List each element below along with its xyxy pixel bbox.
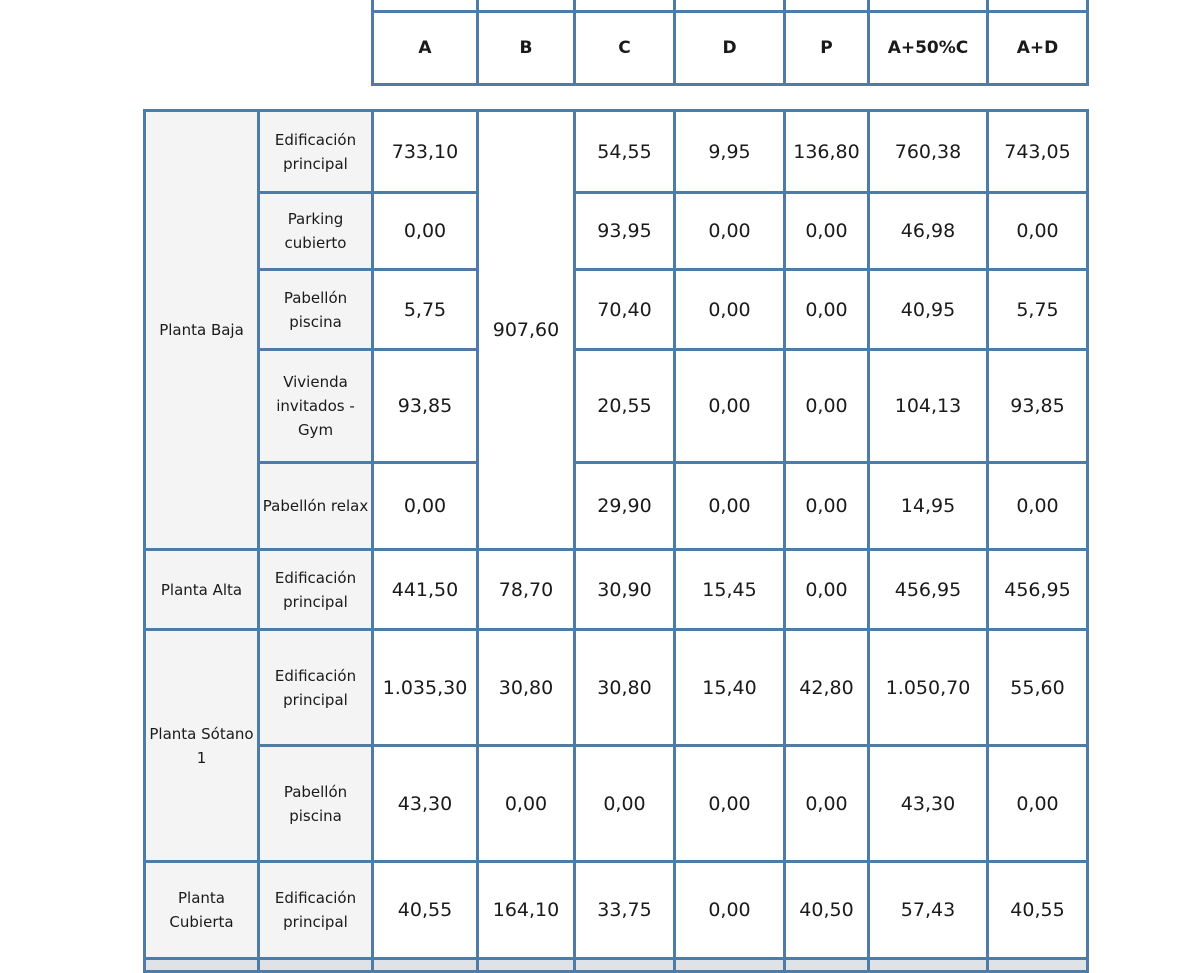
building-cell: Edificación principal <box>259 862 373 959</box>
value-cell-d: 0,00 <box>675 193 785 270</box>
floor-group-cell: Planta Cubierta <box>145 862 259 959</box>
column-header-a-plus-50c: A+50%C <box>869 12 988 85</box>
column-header-table <box>371 0 1089 86</box>
value-cell-a-plus-d: 93,85 <box>988 350 1088 463</box>
value-cell-b: 78,70 <box>478 550 575 630</box>
partial-cell <box>675 959 785 972</box>
value-cell-c: 0,00 <box>575 746 675 862</box>
partial-cell <box>869 959 988 972</box>
value-cell-a-plus-d: 0,00 <box>988 746 1088 862</box>
partial-cell <box>575 959 675 972</box>
value-cell-p: 42,80 <box>785 630 869 746</box>
value-cell-a-plus-50c: 1.050,70 <box>869 630 988 746</box>
value-cell-a: 0,00 <box>373 463 478 550</box>
header-spacer-cell <box>869 0 988 12</box>
value-cell-a: 441,50 <box>373 550 478 630</box>
value-cell-d: 0,00 <box>675 350 785 463</box>
value-cell-c: 70,40 <box>575 270 675 350</box>
value-cell-a-plus-d: 0,00 <box>988 463 1088 550</box>
value-cell-a-plus-d: 5,75 <box>988 270 1088 350</box>
floor-group-cell: Planta Alta <box>145 550 259 630</box>
value-cell-d: 15,40 <box>675 630 785 746</box>
value-cell-d: 9,95 <box>675 111 785 193</box>
value-cell-c: 54,55 <box>575 111 675 193</box>
value-cell-p: 0,00 <box>785 463 869 550</box>
value-cell-b: 30,80 <box>478 630 575 746</box>
building-cell: Pabellón relax <box>259 463 373 550</box>
value-cell-p: 136,80 <box>785 111 869 193</box>
value-cell-a-plus-50c: 40,95 <box>869 270 988 350</box>
header-spacer-cell <box>373 0 478 12</box>
value-cell-d: 0,00 <box>675 270 785 350</box>
table-row <box>145 270 1088 350</box>
value-cell-p: 0,00 <box>785 350 869 463</box>
value-cell-p: 0,00 <box>785 270 869 350</box>
partial-cell <box>259 959 373 972</box>
value-cell-d: 0,00 <box>675 463 785 550</box>
value-cell-a-plus-50c: 760,38 <box>869 111 988 193</box>
table-row <box>145 746 1088 862</box>
table-row <box>145 350 1088 463</box>
value-cell-a: 5,75 <box>373 270 478 350</box>
column-header-row <box>373 12 1088 85</box>
table-row <box>145 463 1088 550</box>
header-spacer-cell <box>675 0 785 12</box>
value-cell-c: 30,80 <box>575 630 675 746</box>
value-cell-a-plus-50c: 104,13 <box>869 350 988 463</box>
header-spacer-cell <box>988 0 1088 12</box>
value-cell-b-merged: 907,60 <box>478 111 575 550</box>
value-cell-a: 0,00 <box>373 193 478 270</box>
value-cell-p: 40,50 <box>785 862 869 959</box>
value-cell-a-plus-d: 55,60 <box>988 630 1088 746</box>
value-cell-a-plus-d: 743,05 <box>988 111 1088 193</box>
building-cell: Edificación principal <box>259 550 373 630</box>
value-cell-d: 0,00 <box>675 862 785 959</box>
value-cell-a: 93,85 <box>373 350 478 463</box>
column-header-b: B <box>478 12 575 85</box>
value-cell-a-plus-d: 456,95 <box>988 550 1088 630</box>
table-row <box>145 193 1088 270</box>
value-cell-a-plus-50c: 46,98 <box>869 193 988 270</box>
building-cell: Edificación principal <box>259 111 373 193</box>
value-cell-b: 164,10 <box>478 862 575 959</box>
floor-group-cell: Planta Baja <box>145 111 259 550</box>
value-cell-a: 733,10 <box>373 111 478 193</box>
value-cell-b: 0,00 <box>478 746 575 862</box>
table-row <box>145 862 1088 959</box>
header-spacer-row <box>373 0 1088 12</box>
column-header-p: P <box>785 12 869 85</box>
value-cell-a: 40,55 <box>373 862 478 959</box>
building-cell: Edificación principal <box>259 630 373 746</box>
building-cell: Vivienda invitados - Gym <box>259 350 373 463</box>
value-cell-c: 93,95 <box>575 193 675 270</box>
value-cell-a-plus-50c: 57,43 <box>869 862 988 959</box>
value-cell-a-plus-d: 0,00 <box>988 193 1088 270</box>
table-row <box>145 111 1088 193</box>
column-header-a-plus-d: A+D <box>988 12 1088 85</box>
value-cell-a: 43,30 <box>373 746 478 862</box>
value-cell-p: 0,00 <box>785 550 869 630</box>
header-spacer-cell <box>785 0 869 12</box>
partial-cell <box>373 959 478 972</box>
table-row <box>145 630 1088 746</box>
value-cell-p: 0,00 <box>785 193 869 270</box>
partial-cell <box>478 959 575 972</box>
value-cell-a-plus-d: 40,55 <box>988 862 1088 959</box>
building-cell: Parking cubierto <box>259 193 373 270</box>
column-header-c: C <box>575 12 675 85</box>
value-cell-d: 0,00 <box>675 746 785 862</box>
building-cell: Pabellón piscina <box>259 270 373 350</box>
value-cell-c: 20,55 <box>575 350 675 463</box>
value-cell-c: 29,90 <box>575 463 675 550</box>
partial-cell <box>785 959 869 972</box>
value-cell-d: 15,45 <box>675 550 785 630</box>
floor-group-cell: Planta Sótano 1 <box>145 630 259 862</box>
header-spacer-cell <box>478 0 575 12</box>
partial-cell <box>145 959 259 972</box>
value-cell-c: 33,75 <box>575 862 675 959</box>
building-cell: Pabellón piscina <box>259 746 373 862</box>
surface-data-table <box>143 109 1089 973</box>
value-cell-a-plus-50c: 456,95 <box>869 550 988 630</box>
value-cell-p: 0,00 <box>785 746 869 862</box>
value-cell-c: 30,90 <box>575 550 675 630</box>
column-header-a: A <box>373 12 478 85</box>
table-row <box>145 550 1088 630</box>
value-cell-a: 1.035,30 <box>373 630 478 746</box>
partial-cell <box>988 959 1088 972</box>
value-cell-a-plus-50c: 14,95 <box>869 463 988 550</box>
header-spacer-cell <box>575 0 675 12</box>
column-header-d: D <box>675 12 785 85</box>
value-cell-a-plus-50c: 43,30 <box>869 746 988 862</box>
table-row-partial <box>145 959 1088 972</box>
